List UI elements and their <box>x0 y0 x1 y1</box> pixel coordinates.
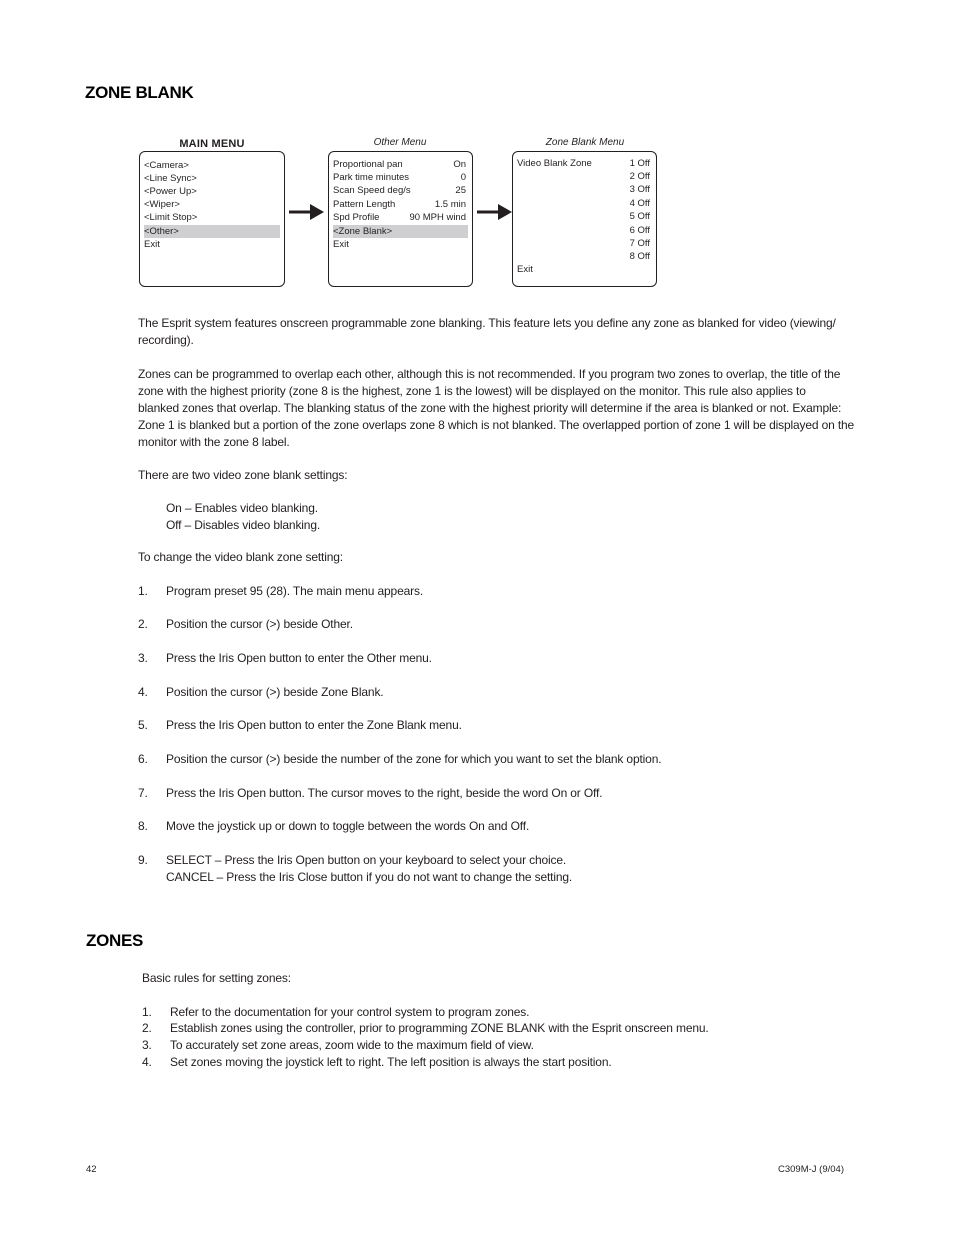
other-menu-label: Spd Profile <box>333 212 380 223</box>
other-menu-row-zone-blank <box>333 225 468 238</box>
other-menu-row <box>333 184 468 197</box>
zone-row <box>517 170 652 183</box>
step-text: Press the Iris Open button. The cursor moves to the right, beside the word On or Off. <box>166 786 603 800</box>
main-menu-item-camera: <Camera> <box>144 160 189 171</box>
settings-intro: There are two video zone blank settings: <box>138 468 348 482</box>
zone-value: 5 Off <box>629 211 650 222</box>
zone-value: 3 Off <box>629 184 650 195</box>
step-number: 6. <box>138 752 148 766</box>
intro-paragraph <box>138 315 836 349</box>
other-menu-label: <Zone Blank> <box>333 226 393 237</box>
document-code: C309M-J (9/04) <box>778 1164 844 1175</box>
setting-on: On – Enables video blanking. <box>166 501 318 515</box>
other-menu-value: 25 <box>455 185 466 196</box>
step-number: 3. <box>138 651 148 665</box>
rule-number: 2. <box>142 1021 152 1035</box>
step-text: Position the cursor (>) beside Other. <box>166 617 353 631</box>
zone-value: 7 Off <box>629 238 650 249</box>
arrow-right-icon <box>476 202 514 222</box>
main-menu-box <box>139 151 285 287</box>
zones-intro: Basic rules for setting zones: <box>142 971 291 985</box>
zone-blank-menu-box <box>512 151 657 287</box>
main-menu-item-line-sync: <Line Sync> <box>144 173 197 184</box>
zone-row <box>517 183 652 196</box>
video-blank-zone-label: Video Blank Zone <box>517 158 592 169</box>
main-menu-item-power-up: <Power Up> <box>144 186 197 197</box>
step-number: 2. <box>138 617 148 631</box>
paragraph-line: Zone 1 is blanked but a portion of the zone overlaps zone 8 which is not blanked. The overlapped portion of zone 1 will be displayed on the <box>138 418 855 432</box>
step-number: 4. <box>138 685 148 699</box>
setting-off: Off – Disables video blanking. <box>166 518 321 532</box>
other-menu-label: Exit <box>333 239 349 250</box>
step-text: CANCEL – Press the Iris Close button if you do not want to change the setting. <box>166 870 573 884</box>
main-menu-title: MAIN MENU <box>179 138 245 150</box>
paragraph-line: The Esprit system features onscreen programmable zone blanking. This feature lets you define any zone as blanked for video (viewing/ <box>138 316 836 330</box>
other-menu-label: Proportional pan <box>333 159 403 170</box>
zone-row <box>517 157 652 170</box>
rule-number: 1. <box>142 1005 152 1019</box>
step-text: Move the joystick up or down to toggle between the words On and Off. <box>166 819 530 833</box>
paragraph-line: monitor with the zone 8 label. <box>138 435 290 449</box>
other-menu-label: Scan Speed deg/s <box>333 185 411 196</box>
step-text: Program preset 95 (28). The main menu appears. <box>166 584 424 598</box>
rule-text: Establish zones using the controller, prior to programming ZONE BLANK with the Esprit onscreen menu. <box>170 1021 709 1035</box>
other-menu-row <box>333 158 468 171</box>
main-menu-item-limit-stop: <Limit Stop> <box>144 212 198 223</box>
zone-value: 4 Off <box>629 198 650 209</box>
paragraph-line: recording). <box>138 333 194 347</box>
section-title-zone-blank: ZONE BLANK <box>85 83 194 102</box>
rule-text: Set zones moving the joystick left to right. The left position is always the start position. <box>170 1055 612 1069</box>
change-intro: To change the video blank zone setting: <box>138 550 343 564</box>
step-text: Press the Iris Open button to enter the Other menu. <box>166 651 432 665</box>
zone-blank-menu-title: Zone Blank Menu <box>545 137 625 148</box>
zone-blank-menu-exit: Exit <box>517 264 533 275</box>
other-menu-value: 1.5 min <box>434 199 466 210</box>
other-menu-row <box>333 211 468 224</box>
step-text: SELECT – Press the Iris Open button on your keyboard to select your choice. <box>166 853 567 867</box>
zone-value: 6 Off <box>629 225 650 236</box>
other-menu-row <box>333 171 468 184</box>
zone-row <box>517 224 652 237</box>
paragraph-line: Zones can be programmed to overlap each other, although this is not recommended. If you program two zones to overlap, the title of the <box>138 367 841 381</box>
zone-row <box>517 250 652 263</box>
other-menu-value: On <box>453 159 466 170</box>
other-menu-title: Other Menu <box>373 137 427 148</box>
rule-number: 3. <box>142 1038 152 1052</box>
other-menu-row <box>333 198 468 211</box>
zone-value: 1 Off <box>629 158 650 169</box>
other-menu-row-exit <box>333 238 468 251</box>
step-number: 1. <box>138 584 148 598</box>
paragraph-line: zone with the highest priority (zone 8 is the highest, zone 1 is the lowest) will be displayed on the monitor. This rule also applies to <box>138 384 806 398</box>
other-menu-label: Park time minutes <box>333 172 410 183</box>
other-menu-value: 90 MPH wind <box>409 212 466 223</box>
main-menu-item-exit: Exit <box>144 239 160 250</box>
step-number: 5. <box>138 718 148 732</box>
zone-row <box>517 237 652 250</box>
page-number: 42 <box>86 1164 97 1175</box>
other-menu-value: 0 <box>460 172 466 183</box>
rule-text: Refer to the documentation for your control system to program zones. <box>170 1005 530 1019</box>
zone-row <box>517 197 652 210</box>
paragraph-line: blanked zones that overlap. The blanking status of the zone with the highest priority will determine if the area is blanked or not. Example: <box>138 401 842 415</box>
step-number: 8. <box>138 819 148 833</box>
zone-row <box>517 210 652 223</box>
main-menu-item-wiper: <Wiper> <box>144 199 180 210</box>
rule-number: 4. <box>142 1055 152 1069</box>
step-text: Press the Iris Open button to enter the Zone Blank menu. <box>166 718 462 732</box>
step-number: 7. <box>138 786 148 800</box>
zone-value: 8 Off <box>629 251 650 262</box>
arrow-right-icon <box>288 202 326 222</box>
step-number: 9. <box>138 853 148 867</box>
zone-value: 2 Off <box>629 171 650 182</box>
section-title-zones: ZONES <box>86 931 144 950</box>
step-text: Position the cursor (>) beside Zone Blank. <box>166 685 384 699</box>
step-text: Position the cursor (>) beside the number of the zone for which you want to set the blank option. <box>166 752 662 766</box>
overlap-paragraph <box>138 366 854 451</box>
other-menu-box <box>328 151 473 287</box>
main-menu-item-other: <Other> <box>144 225 280 238</box>
other-menu-label: Pattern Length <box>333 199 396 210</box>
rule-text: To accurately set zone areas, zoom wide to the maximum field of view. <box>170 1038 534 1052</box>
